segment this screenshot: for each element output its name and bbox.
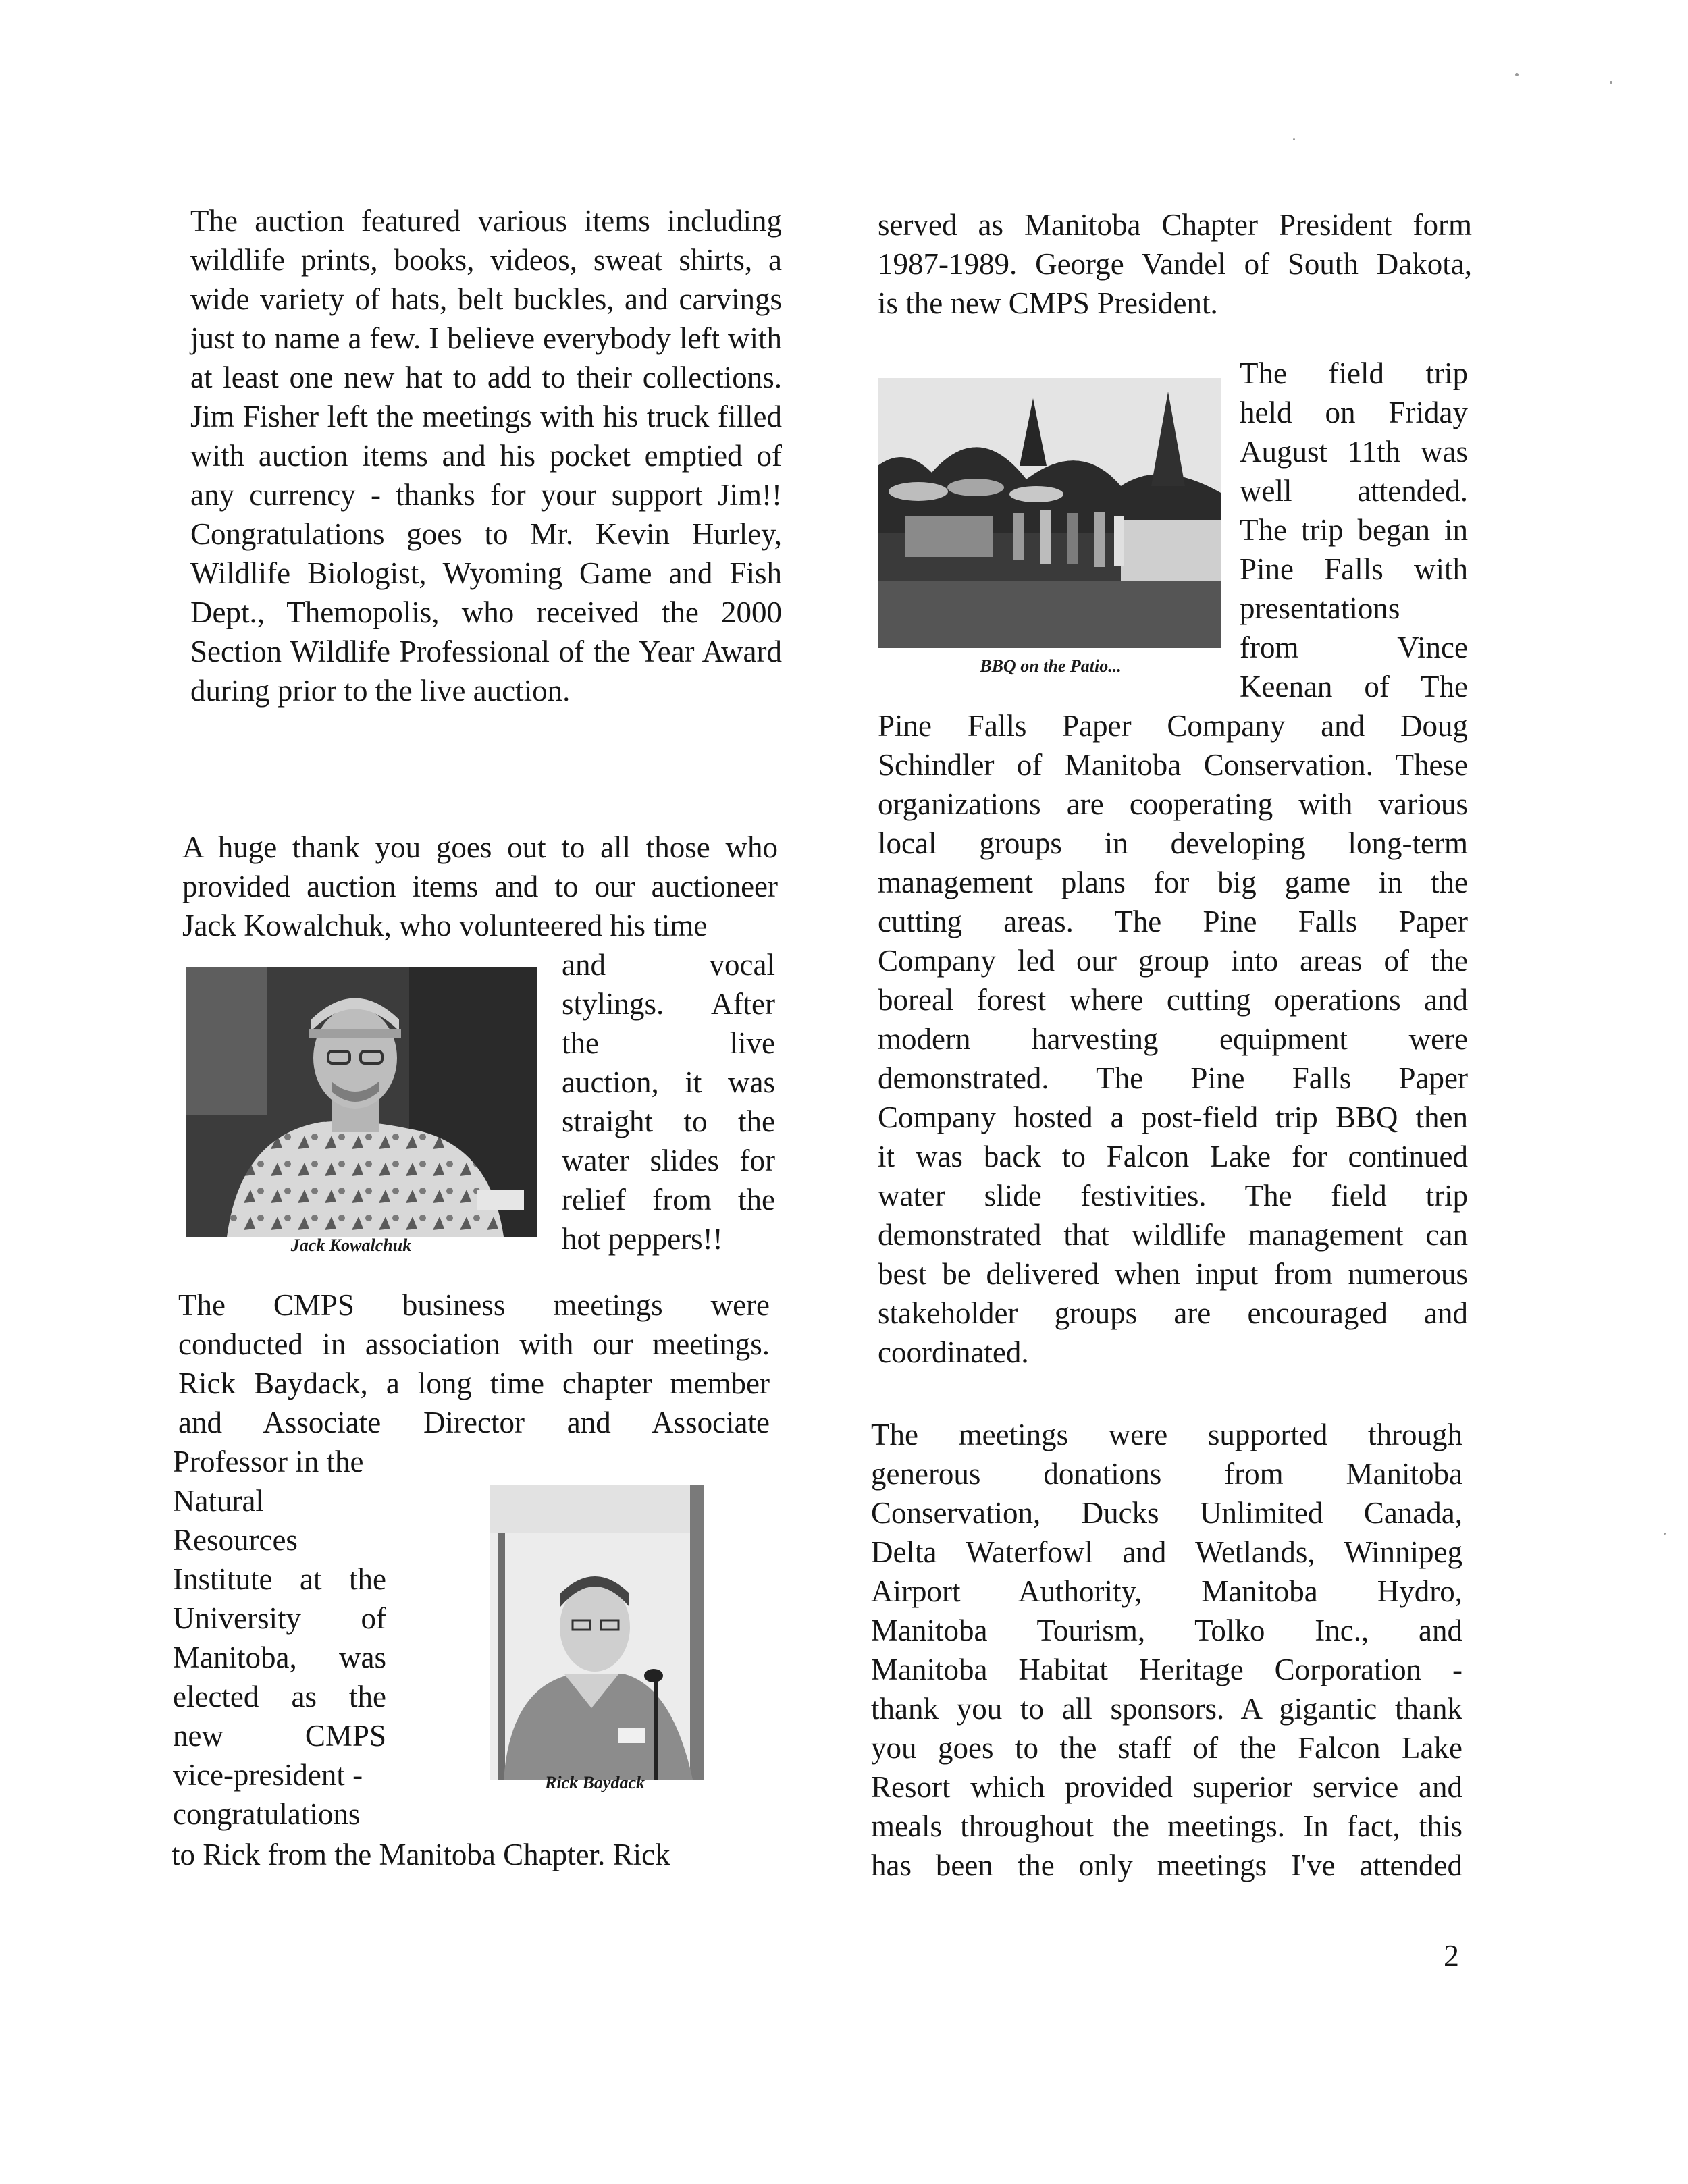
fieldtrip-line-8: boreal forest where cutting operations and [878,983,1468,1017]
fieldtrip-line-7: Company led our group into areas of the [878,944,1468,978]
fieldtrip-line-1: Pine Falls Paper Company and Doug [878,709,1468,743]
cmps-side-line-1: Professor in the [173,1445,364,1479]
fieldtrip-side-line-9: Keenan of The [1240,670,1468,703]
left-paragraph-cmps-top [178,1285,770,1442]
fieldtrip-line-9: modern harvesting equipment were [878,1022,1468,1056]
fieldtrip-line-2: Schindler of Manitoba Conservation. These [878,748,1468,782]
side-line-5: straight to the [562,1104,775,1138]
scan-speck [1664,1533,1666,1535]
cmps-line-4: and Associate Director and Associate [178,1406,770,1439]
right-paragraph-fieldtrip-side [1240,354,1468,706]
jack-kowalchuk-photo [186,967,537,1237]
fieldtrip-line-16: stakeholder groups are encouraged and [878,1296,1468,1330]
cmps-side-line-2: Natural [173,1484,264,1518]
bbq-patio-caption: BBQ on the Patio... [980,656,1122,676]
sponsors-line-1: The meetings were supported through [871,1418,1462,1451]
cmps-side-line-8: new CMPS [173,1719,386,1753]
fieldtrip-line-13: water slide festivities. The field trip [878,1179,1468,1213]
sponsors-line-3: Conservation, Ducks Unlimited Canada, [871,1496,1462,1530]
side-line-2: stylings. After [562,987,775,1021]
cmps-side-line-7: elected as the [173,1680,386,1713]
page-number: 2 [1444,1938,1459,1973]
left-paragraph-auction [190,201,782,710]
rick-baydack-caption: Rick Baydack [544,1773,645,1792]
left-paragraph-thanks-top [182,828,778,945]
side-line-7: relief from the [562,1183,775,1217]
fieldtrip-side-line-6: Pine Falls with [1240,552,1468,586]
left-paragraph-thanks-side [562,945,775,1258]
fieldtrip-line-5: management plans for big game in the [878,865,1468,899]
side-line-6: water slides for [562,1144,775,1177]
side-line-1: and vocal [562,948,775,982]
fieldtrip-side-line-1: The field trip [1240,356,1468,390]
auction-paragraph-text: The auction featured various items including wildlife prints, books, videos, sweat shirts, a wide variety of hats, belt buckles, and carvings just to name a few. I believe everybody left with at least one new hat to add to their collections. Jim Fisher left the meetings with his truck filled with auction items and his pocket emptied of any currency - thanks for your support Jim!! Congratulations goes to Mr. Kevin Hurley, Wildlife Biologist, Wyoming Game and Fish Dept., Themopolis, who received the 2000 Section Wildlife Professional of the Year Award during prior to the live auction. [190,204,782,708]
side-line-4: auction, it was [562,1065,775,1099]
fieldtrip-line-4: local groups in developing long-term [878,826,1468,860]
sponsors-line-5: Airport Authority, Manitoba Hydro, [871,1574,1462,1608]
fieldtrip-line-10: demonstrated. The Pine Falls Paper [878,1061,1468,1095]
president-line-1: served as Manitoba Chapter President form [878,208,1472,242]
thanks-paragraph-text: A huge thank you goes out to all those who provided auction items and to our auctioneer Jack Kowalchuk, who volunteered his time [182,830,778,942]
cmps-line-1: The CMPS business meetings were [178,1288,770,1322]
fieldtrip-line-14: demonstrated that wildlife management can [878,1218,1468,1252]
scan-speck [1610,81,1612,84]
sponsors-line-10: Resort which provided superior service and [871,1770,1462,1804]
fieldtrip-line-11: Company hosted a post-field trip BBQ then [878,1100,1468,1134]
side-line-3: the live [562,1026,775,1060]
sponsors-line-9: you goes to the staff of the Falcon Lake [871,1731,1462,1765]
right-paragraph-fieldtrip-rest [878,706,1468,1372]
left-paragraph-cmps-bottom [172,1835,771,1874]
cmps-line-2: conducted in association with our meetings. [178,1327,770,1361]
sponsors-line-4: Delta Waterfowl and Wetlands, Winnipeg [871,1535,1462,1569]
fieldtrip-side-line-8: from Vince [1240,631,1468,664]
bbq-patio-photo [878,378,1221,648]
right-paragraph-sponsors [871,1415,1462,1885]
fieldtrip-line-17: coordinated. [878,1335,1029,1369]
rick-baydack-photo [490,1485,704,1780]
fieldtrip-line-3: organizations are cooperating with various [878,787,1468,821]
cmps-line-3: Rick Baydack, a long time chapter member [178,1366,770,1400]
scan-speck [1515,73,1519,76]
cmps-side-line-3: Resources [173,1523,298,1557]
right-paragraph-president [878,205,1472,323]
sponsors-line-6: Manitoba Tourism, Tolko Inc., and [871,1614,1462,1647]
left-paragraph-cmps-side [173,1442,386,1834]
fieldtrip-side-line-4: well attended. [1240,474,1468,508]
side-line-8: hot peppers!! [562,1222,723,1256]
fieldtrip-line-6: cutting areas. The Pine Falls Paper [878,905,1468,938]
president-line-2: 1987-1989. George Vandel of South Dakota, [878,247,1472,281]
cmps-side-line-4: Institute at the [173,1562,386,1596]
sponsors-line-11: meals throughout the meetings. In fact, this [871,1809,1462,1843]
scan-speck [1293,138,1295,140]
president-line-3: is the new CMPS President. [878,286,1218,320]
cmps-side-line-10: congratulations [173,1797,361,1831]
fieldtrip-side-line-3: August 11th was [1240,435,1468,469]
fieldtrip-line-15: best be delivered when input from numerous [878,1257,1468,1291]
sponsors-line-2: generous donations from Manitoba [871,1457,1462,1491]
jack-kowalchuk-caption: Jack Kowalchuk [290,1235,412,1255]
cmps-side-line-5: University of [173,1601,386,1635]
sponsors-line-8: thank you to all sponsors. A gigantic thank [871,1692,1462,1726]
cmps-side-line-6: Manitoba, was [173,1641,386,1674]
cmps-bottom-line: to Rick from the Manitoba Chapter. Rick [172,1838,670,1871]
fieldtrip-side-line-2: held on Friday [1240,396,1468,429]
fieldtrip-line-12: it was back to Falcon Lake for continued [878,1140,1468,1173]
sponsors-line-12: has been the only meetings I've attended [871,1848,1462,1882]
fieldtrip-side-line-7: presentations [1240,591,1400,625]
sponsors-line-7: Manitoba Habitat Heritage Corporation - [871,1653,1462,1686]
fieldtrip-side-line-5: The trip began in [1240,513,1468,547]
cmps-side-line-9: vice-president - [173,1758,363,1792]
